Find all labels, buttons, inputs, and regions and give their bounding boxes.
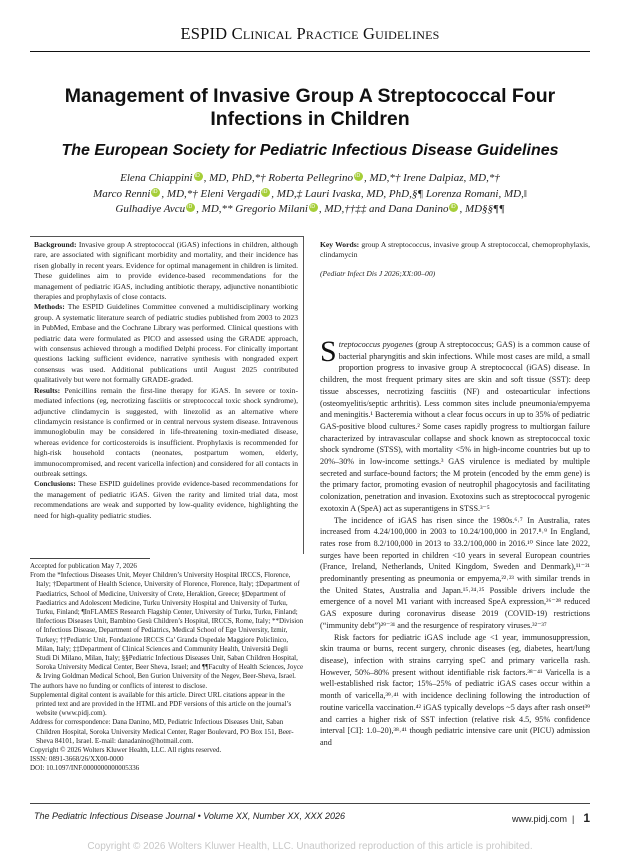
keywords-label: Key Words: xyxy=(320,240,360,249)
funding-statement: The authors have no funding or conflicts of interest to disclose. xyxy=(30,681,208,690)
correspondence: Address for correspondence: Dana Danino, MD, Pediatric Infectious Diseases Unit, Saban Children Hospital, Soroka University Medical Center, Rager Boulevard, PO Box 151, Beer-Sheva 84101, Israel. E-mail: danadanino@hotmail.com. xyxy=(30,718,294,745)
abstract-right xyxy=(320,240,590,279)
author-credentials: , MD,††‡‡ and Dana Danino xyxy=(318,203,449,215)
author-credentials: , MD,** Gregorio Milani xyxy=(196,203,308,215)
results-text: Penicillins remain the first-line therapy for iGAS. In severe or toxin-mediated infections (eg, necrotizing fasciitis or streptococcal toxic shock syndrome), adjunctive clindamycin is suggested, with linezolid as an alternative where clindamycin resistance is confirmed or in central nervous system disease. Intravenous immunoglobulin may be considered in life-threatening toxin-mediated disease, whereas evidence for corticosteroids is insufficient. Prophylaxis is recommended for high-risk household contacts (neonates, postpartum women, elderly, immunocompromised, and recent varicella infection) and considered for all contacts in outbreak settings. xyxy=(34,385,298,478)
author-credentials: , MD,*† Eleni Vergadi xyxy=(161,187,261,200)
orcid-icon[interactable] xyxy=(354,172,363,181)
author-list xyxy=(50,171,570,218)
header-rule xyxy=(30,51,590,52)
organism-name: treptococcus pyogenes xyxy=(338,340,414,349)
abstract-methods xyxy=(34,302,298,385)
footnotes xyxy=(30,562,304,774)
footer-right xyxy=(512,811,590,825)
author-name: Elena Chiappini xyxy=(120,172,193,184)
background-label: Background: xyxy=(34,240,77,249)
separator: | xyxy=(571,814,575,824)
paragraph-text: (group A streptococcus; GAS) is a common cause of bacterial pharyngitis and skin infections. While most cases are mild, a small proportion progress to invasive group A streptococcal (iGAS) disease. In children, the most frequent primary sites are skin and soft tissue (SST): deep tissue abscesses, necrotizing fasciitis (NF) and osteoarticular infections (osteomyelitis/septic arthritis). Less common sites include pneumonia/empyema and meningitis.¹ Bacteremia without a clear focus occurs in up to 35% of pediatric GAS-positive blood cultures.² Some cases rapidly progress to multiorgan failure characterized by intravascular collapse and shock known as streptococcal toxic shock syndrome (STSS), with mortality <5% in high-income countries but up to 20%–30% in low-income settings.³ GAS virulence is mediated by multiple secreted and surface-bound factors; the M protein (encoded by the emm gene) is the primary factor, promoting evasion of neutrophil phagocytosis and facilitating colonization, penetration and invasion. Exotoxins such as streptococcal pyrogenic exotoxin A (SpeA) act as superantigens in STSS.³⁻⁵ xyxy=(320,340,590,513)
orcid-icon[interactable] xyxy=(309,203,318,212)
citation: (Pediatr Infect Dis J 2026;XX:00–00) xyxy=(320,268,436,278)
affiliations: From the *Infectious Diseases Unit, Meyer Children’s University Hospital IRCCS, Florence, Italy; †Department of Health Science, University of Florence, Florence, Italy; ‡Department of Paediatrics, School of Medicine, University of Crete, Heraklion, Greece; §Department of Paediatrics and Adolescent Medicine, Turku University Hospital and University of Turku, Turku, Finland; ¶InFLAMES Research Flagship Center, University of Turku, Turku, Finland; ‖Infectious Diseases Unit, Bambino Gesù Children’s Hospital, IRCCS, Rome, Italy; **Division of Infectious Disease, Department of Pediatrics, Medical School of Ege University, Izmir, Turkey; ††Pediatric Unit, Fondazione IRCCS Ca’ Granda Ospedale Maggiore Policlinico, Milan, Italy; ‡‡Department of Clinical Sciences and Community Health, Università Degli Studi Di Milano, Milan, Italy; §§Pediatric Infectious Diseases Unit, Saban Children Hospital, Soroka University Medical Center, Beer Sheva, Israel; and ¶¶Faculty of Health Sciences, Joyce & Irving Goldman Medical School, Ben Gurion University of the Negev, Beer-Sheva, Israel. xyxy=(30,571,304,681)
copyright-notice: Copyright © 2026 Wolters Kluwer Health, LLC. Unauthorized reproduction of this article is prohibited. xyxy=(87,841,533,852)
keywords xyxy=(320,240,590,261)
methods-text: The ESPID Guidelines Committee convened a multidisciplinary working group. A systematic literature search of pediatric studies published from 2003 to 2023 in PubMed, Embase and the Cochrane Library was performed. Clinical questions with pediatric data were formulated as PICO and assessed using the GRADE approach, with consensus achieved through a modified Delphi process. For clinically important questions lacking sufficient evidence, narrative synthesis with nongraded expert consensus was used. Additional publications until August 2025 contributed qualitatively but were not formally GRADE-graded. xyxy=(34,302,299,385)
results-label: Results: xyxy=(34,385,61,395)
methods-label: Methods: xyxy=(34,302,65,312)
background-text: Invasive group A streptococcal (iGAS) infections in children, although rare, are associated with significant morbidity and mortality, and their incidence has risen globally in recent years. Evidence for optimal management in children is limited. These guidelines aim to provide evidence-based recommendations for the management of pediatric iGAS, including antibiotic therapy, adjunctive nonantibiotic therapies and prophylaxis of close contacts. xyxy=(34,240,298,302)
orcid-icon[interactable] xyxy=(449,203,458,212)
orcid-icon[interactable] xyxy=(151,188,160,197)
dropcap: S xyxy=(320,335,337,368)
copyright-line: Copyright © 2026 Wolters Kluwer Health, LLC. All rights reserved. xyxy=(30,746,222,755)
accepted-date: Accepted for publication May 7, 2026 xyxy=(30,562,137,570)
author-credentials: , MD, PhD,*† Roberta Pellegrino xyxy=(203,172,353,184)
conclusions-label: Conclusions: xyxy=(34,479,76,489)
article-subtitle: The European Society for Pediatric Infectious Disease Guidelines xyxy=(61,142,559,159)
body-text xyxy=(320,335,590,749)
keywords-text: group A streptococcus, invasive group A streptococcal, chemoprophylaxis, clindamycin xyxy=(320,240,590,260)
author-credentials: , MD,‡ Lauri Ivaska, MD, PhD,§¶ Lorenza Romani, MD,‖ xyxy=(271,187,527,200)
footer-journal: The Pediatric Infectious Disease Journal • Volume XX, Number XX, XXX 2026 xyxy=(34,811,345,821)
abstract-results xyxy=(34,386,298,480)
journal-section-header: ESPID Clinical Practice Guidelines xyxy=(180,24,440,43)
author-credentials: , MD,*† Irene Dalpiaz, MD,*† xyxy=(363,172,500,184)
orcid-icon[interactable] xyxy=(194,172,203,181)
author-name: Marco Renni xyxy=(93,187,151,200)
issn: ISSN: 0891-3668/26/XX00-0000 xyxy=(30,755,124,764)
orcid-icon[interactable] xyxy=(261,188,270,197)
abstract-background xyxy=(34,240,298,302)
footer-rule xyxy=(30,803,590,804)
author-name: Gulhadiye Avcu xyxy=(115,203,186,215)
author-credentials: , MD§§¶¶ xyxy=(459,203,505,215)
article-title: Management of Invasive Group A Streptococcal Four Infections in Children xyxy=(64,85,556,130)
supplemental-note: Supplemental digital content is available for this article. Direct URL citations appear in the printed text and are provided in the HTML and PDF versions of this article on the journal’s website (www.pidj.com). xyxy=(30,690,292,718)
page-number: 1 xyxy=(583,811,590,825)
orcid-icon[interactable] xyxy=(186,203,195,212)
body-paragraph-3: Risk factors for pediatric iGAS include age <1 year, immunosuppression, skin trauma or burns, recent surgery, chronic diseases (eg, diabetes, heart/lung disease), infection with strains carrying speC and primary varicella rash. However, 50%–80% present without identifiable risk factors.³⁸⁻⁴¹ Varicella is a well-established risk factor; 15%–25% of pediatric iGAS cases occur within a month of varicella,³⁹˒⁴¹ with incidence declining following the introduction of routine varicella vaccination.⁴² iGAS typically develops ~5 days after rash onset³⁹ and carries a higher risk of SST infection (relative risk 4.5, 95% confidence interval [CI]: 1.0–20),³⁸˒⁴¹ though pediatric intensive care unit (PICU) admission and xyxy=(320,632,590,747)
abstract-left xyxy=(34,240,298,521)
journal-url[interactable]: www.pidj.com xyxy=(511,814,567,824)
abstract-conclusions xyxy=(34,479,298,521)
body-paragraph-2: The incidence of iGAS has risen since the 1980s.⁶˒⁷ In Australia, rates increased from 4.24/100,000 in 2003 to 10.24/100,000 in 2017.⁸˒⁹ In England, rates rose from 8.2/100,000 in 2013 to 33.2/100,000 in 2016.¹⁰ Since late 2022, surges have been reported in children <10 years in several European countries (France, Ireland, Netherlands, United Kingdom, Sweden and Denmark),¹¹⁻²¹ predominantly presenting as pneumonia or empyema,²²˒²³ with similar trends in the United States, Australia and Japan.¹⁵˒²⁴˒²⁵ Possible drivers include the emergence of a novel M1 variant with increased SpeA expression,²⁶⁻²⁸ reduced GAS exposure during coronavirus disease 2019 (COVID-19) restrictions (“immunity debt”)²⁹⁻³¹ and the resurgence of respiratory viruses.³²⁻³⁷ xyxy=(320,515,590,630)
footnote-rule xyxy=(30,558,150,559)
conclusions-text: These ESPID guidelines provide evidence-based recommendations for the management of pediatric iGAS. Given the rarity and limited trial data, most recommendations are weak and supported by low-quality evidence, highlighting the need for high-quality pediatric studies. xyxy=(34,479,298,520)
doi: DOI: 10.1097/INF.0000000000005336 xyxy=(30,764,140,773)
body-paragraph-1 xyxy=(320,335,590,515)
